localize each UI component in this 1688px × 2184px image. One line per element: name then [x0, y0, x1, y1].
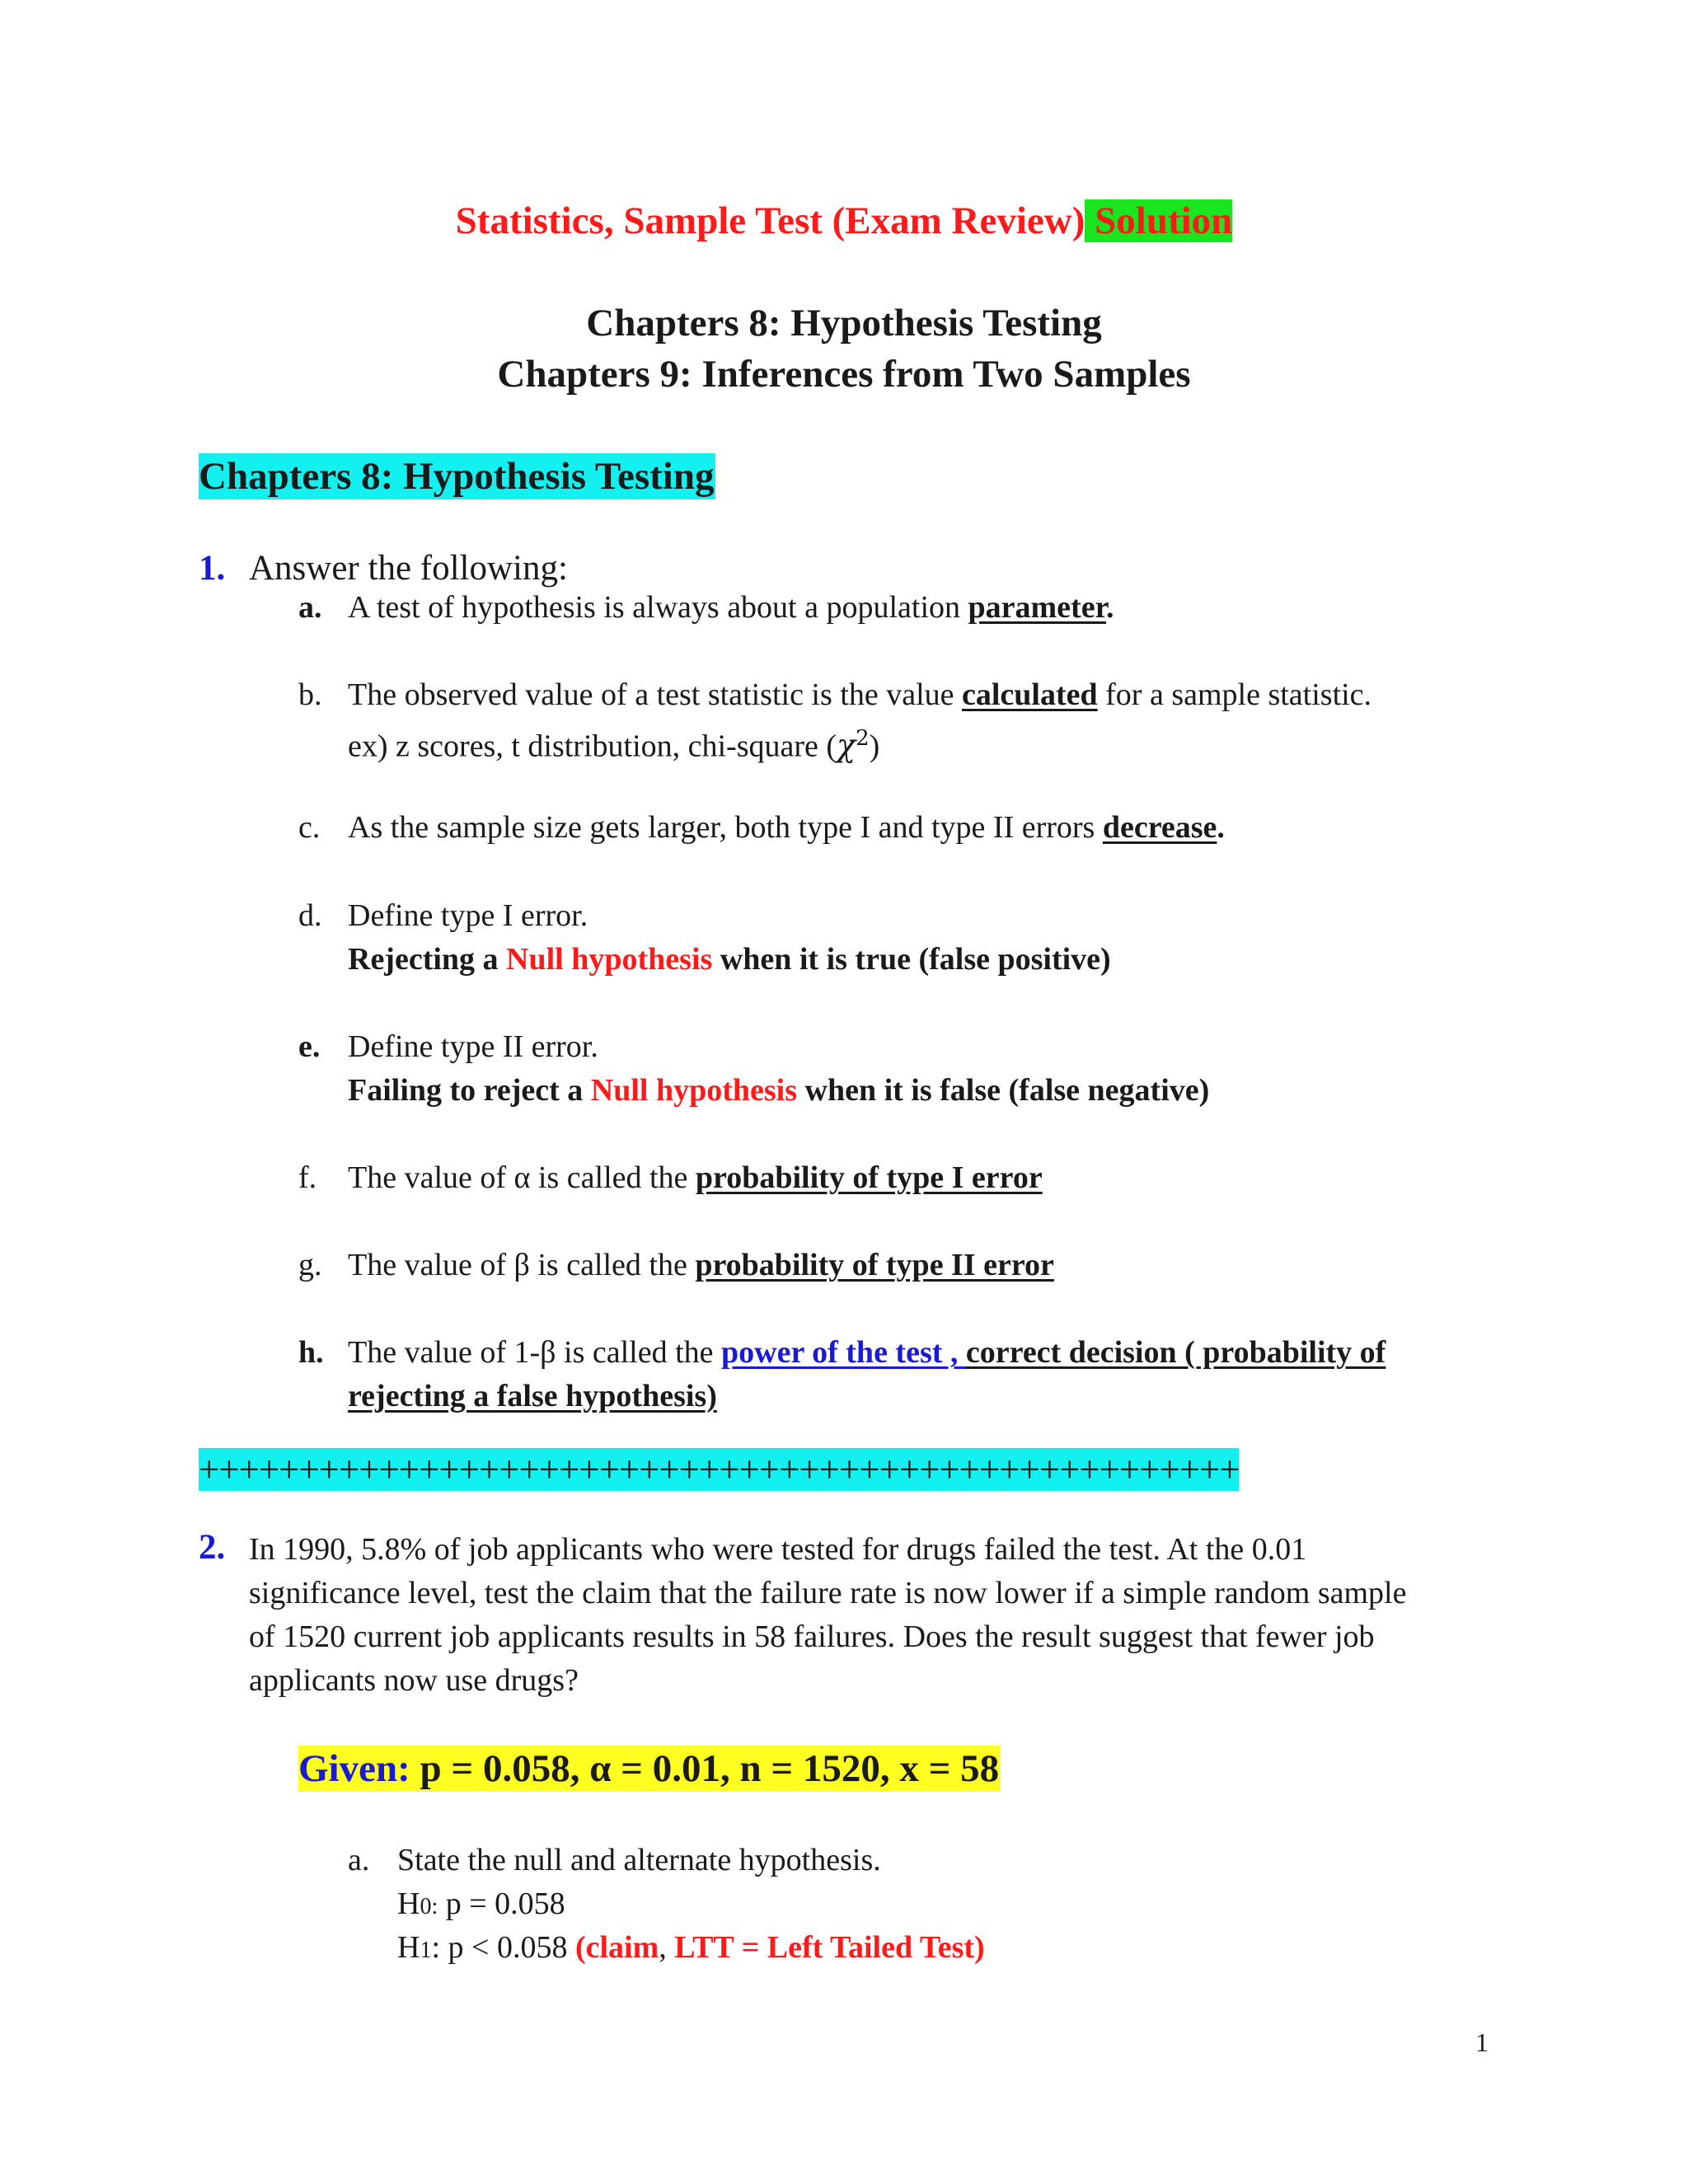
item-g [348, 1245, 1054, 1285]
item-end: . [1217, 810, 1225, 845]
chi-symbol: χ [837, 727, 856, 764]
item-letter: a. [298, 590, 322, 625]
question-2-line3: of 1520 current job applicants results in 58 failures. Does the result suggest that fewer job [249, 1619, 1375, 1654]
hypothesis-text: : p < 0.058 [431, 1930, 575, 1965]
item-end: for a sample statistic. [1097, 677, 1372, 712]
item-letter: e. [298, 1029, 321, 1064]
alternate-hypothesis [397, 1928, 985, 1971]
null-hypothesis-term: Null hypothesis [506, 942, 713, 977]
item-c [348, 808, 1225, 847]
item-letter: a. [348, 1843, 370, 1877]
question-2-line4: applicants now use drugs? [249, 1663, 579, 1698]
item-letter: g. [298, 1248, 322, 1282]
document-title [0, 198, 1688, 244]
item-a [348, 588, 1114, 627]
question-1-prompt: Answer the following: [249, 549, 568, 588]
question-number: 1. [199, 549, 226, 588]
answer-text: when it is false (false negative) [797, 1073, 1210, 1108]
hypothesis-text: p = 0.058 [438, 1886, 565, 1921]
answer-power: power of the test , [721, 1335, 966, 1370]
item-letter: d. [298, 898, 322, 933]
item-text: A test of hypothesis is always about a population [348, 590, 968, 625]
question-1 [199, 547, 225, 590]
item-text: The value of β is called the [348, 1248, 696, 1282]
question-2-line2: significance level, test the claim that the failure rate is now lower if a simple random sample [249, 1576, 1407, 1610]
title-text: Statistics, Sample Test (Exam Review) [455, 199, 1085, 242]
answer-text: Failing to reject a [348, 1073, 591, 1108]
item-h [348, 1333, 1386, 1372]
ltt-label: LTT = Left Tailed Test) [674, 1930, 985, 1965]
solution-label: Solution [1085, 199, 1232, 242]
h-symbol: H [397, 1886, 420, 1921]
section-heading: Chapters 8: Hypothesis Testing [199, 455, 715, 498]
answer-type-2-error: probability of type II error [695, 1248, 1054, 1282]
chi-exponent: 2 [856, 726, 870, 751]
item-text: The value of α is called the [348, 1160, 696, 1195]
claim-label: (claim [574, 1930, 659, 1965]
item-text: The observed value of a test statistic is the value [348, 677, 962, 712]
item-d: Define type I error. [348, 898, 588, 933]
item-e: Define type II error. [348, 1029, 598, 1064]
answer-calculated: calculated [962, 677, 1098, 712]
item-f [348, 1158, 1043, 1197]
answer-decrease: decrease [1102, 810, 1217, 845]
q2-item-a: State the null and alternate hypothesis. [397, 1843, 881, 1877]
h-symbol: H [397, 1930, 420, 1965]
close-paren: ) [869, 729, 880, 764]
answer-text: when it is true (false positive) [712, 942, 1111, 977]
item-b [348, 675, 1372, 715]
question-2-line1: In 1990, 5.8% of job applicants who were tested for drugs failed the test. At the 0.01 [249, 1532, 1307, 1567]
item-letter: b. [298, 677, 322, 712]
item-d-answer [348, 940, 1111, 979]
answer-parameter: parameter [968, 590, 1106, 625]
comma: , [659, 1930, 675, 1965]
h-subscript: 1 [420, 1938, 432, 1963]
h-subscript: 0: [420, 1894, 438, 1919]
item-text: The value of 1-β is called the [348, 1335, 721, 1370]
chapter8-title: Chapters 8: Hypothesis Testing [586, 302, 1102, 344]
given-label: Given: [298, 1747, 410, 1790]
divider: ++++++++++++++++++++++++++++++++++++++++++++++++++++ [199, 1449, 1240, 1490]
item-end: . [1105, 590, 1114, 625]
chapter9-title: Chapters 9: Inferences from Two Samples [497, 353, 1191, 396]
answer-text: Rejecting a [348, 942, 507, 977]
item-h-line2: rejecting a false hypothesis) [348, 1379, 717, 1413]
item-letter: c. [298, 810, 321, 845]
item-letter: h. [298, 1335, 324, 1370]
question-number: 2. [199, 1528, 226, 1567]
given-box [298, 1746, 1001, 1792]
item-e-answer [348, 1071, 1209, 1110]
page-number: 1 [1475, 2027, 1489, 2057]
item-text: ex) z scores, t distribution, chi-square ( [348, 729, 837, 764]
answer-correct-decision: correct decision ( probability of [965, 1335, 1386, 1370]
item-letter: f. [298, 1160, 317, 1195]
null-hypothesis [397, 1884, 565, 1927]
item-b-line2 [348, 719, 879, 766]
item-text: As the sample size gets larger, both type I and type II errors [348, 810, 1103, 845]
answer-type-1-error: probability of type I error [695, 1160, 1043, 1195]
null-hypothesis-term: Null hypothesis [590, 1073, 798, 1108]
given-values: p = 0.058, α = 0.01, n = 1520, x = 58 [410, 1747, 1000, 1790]
